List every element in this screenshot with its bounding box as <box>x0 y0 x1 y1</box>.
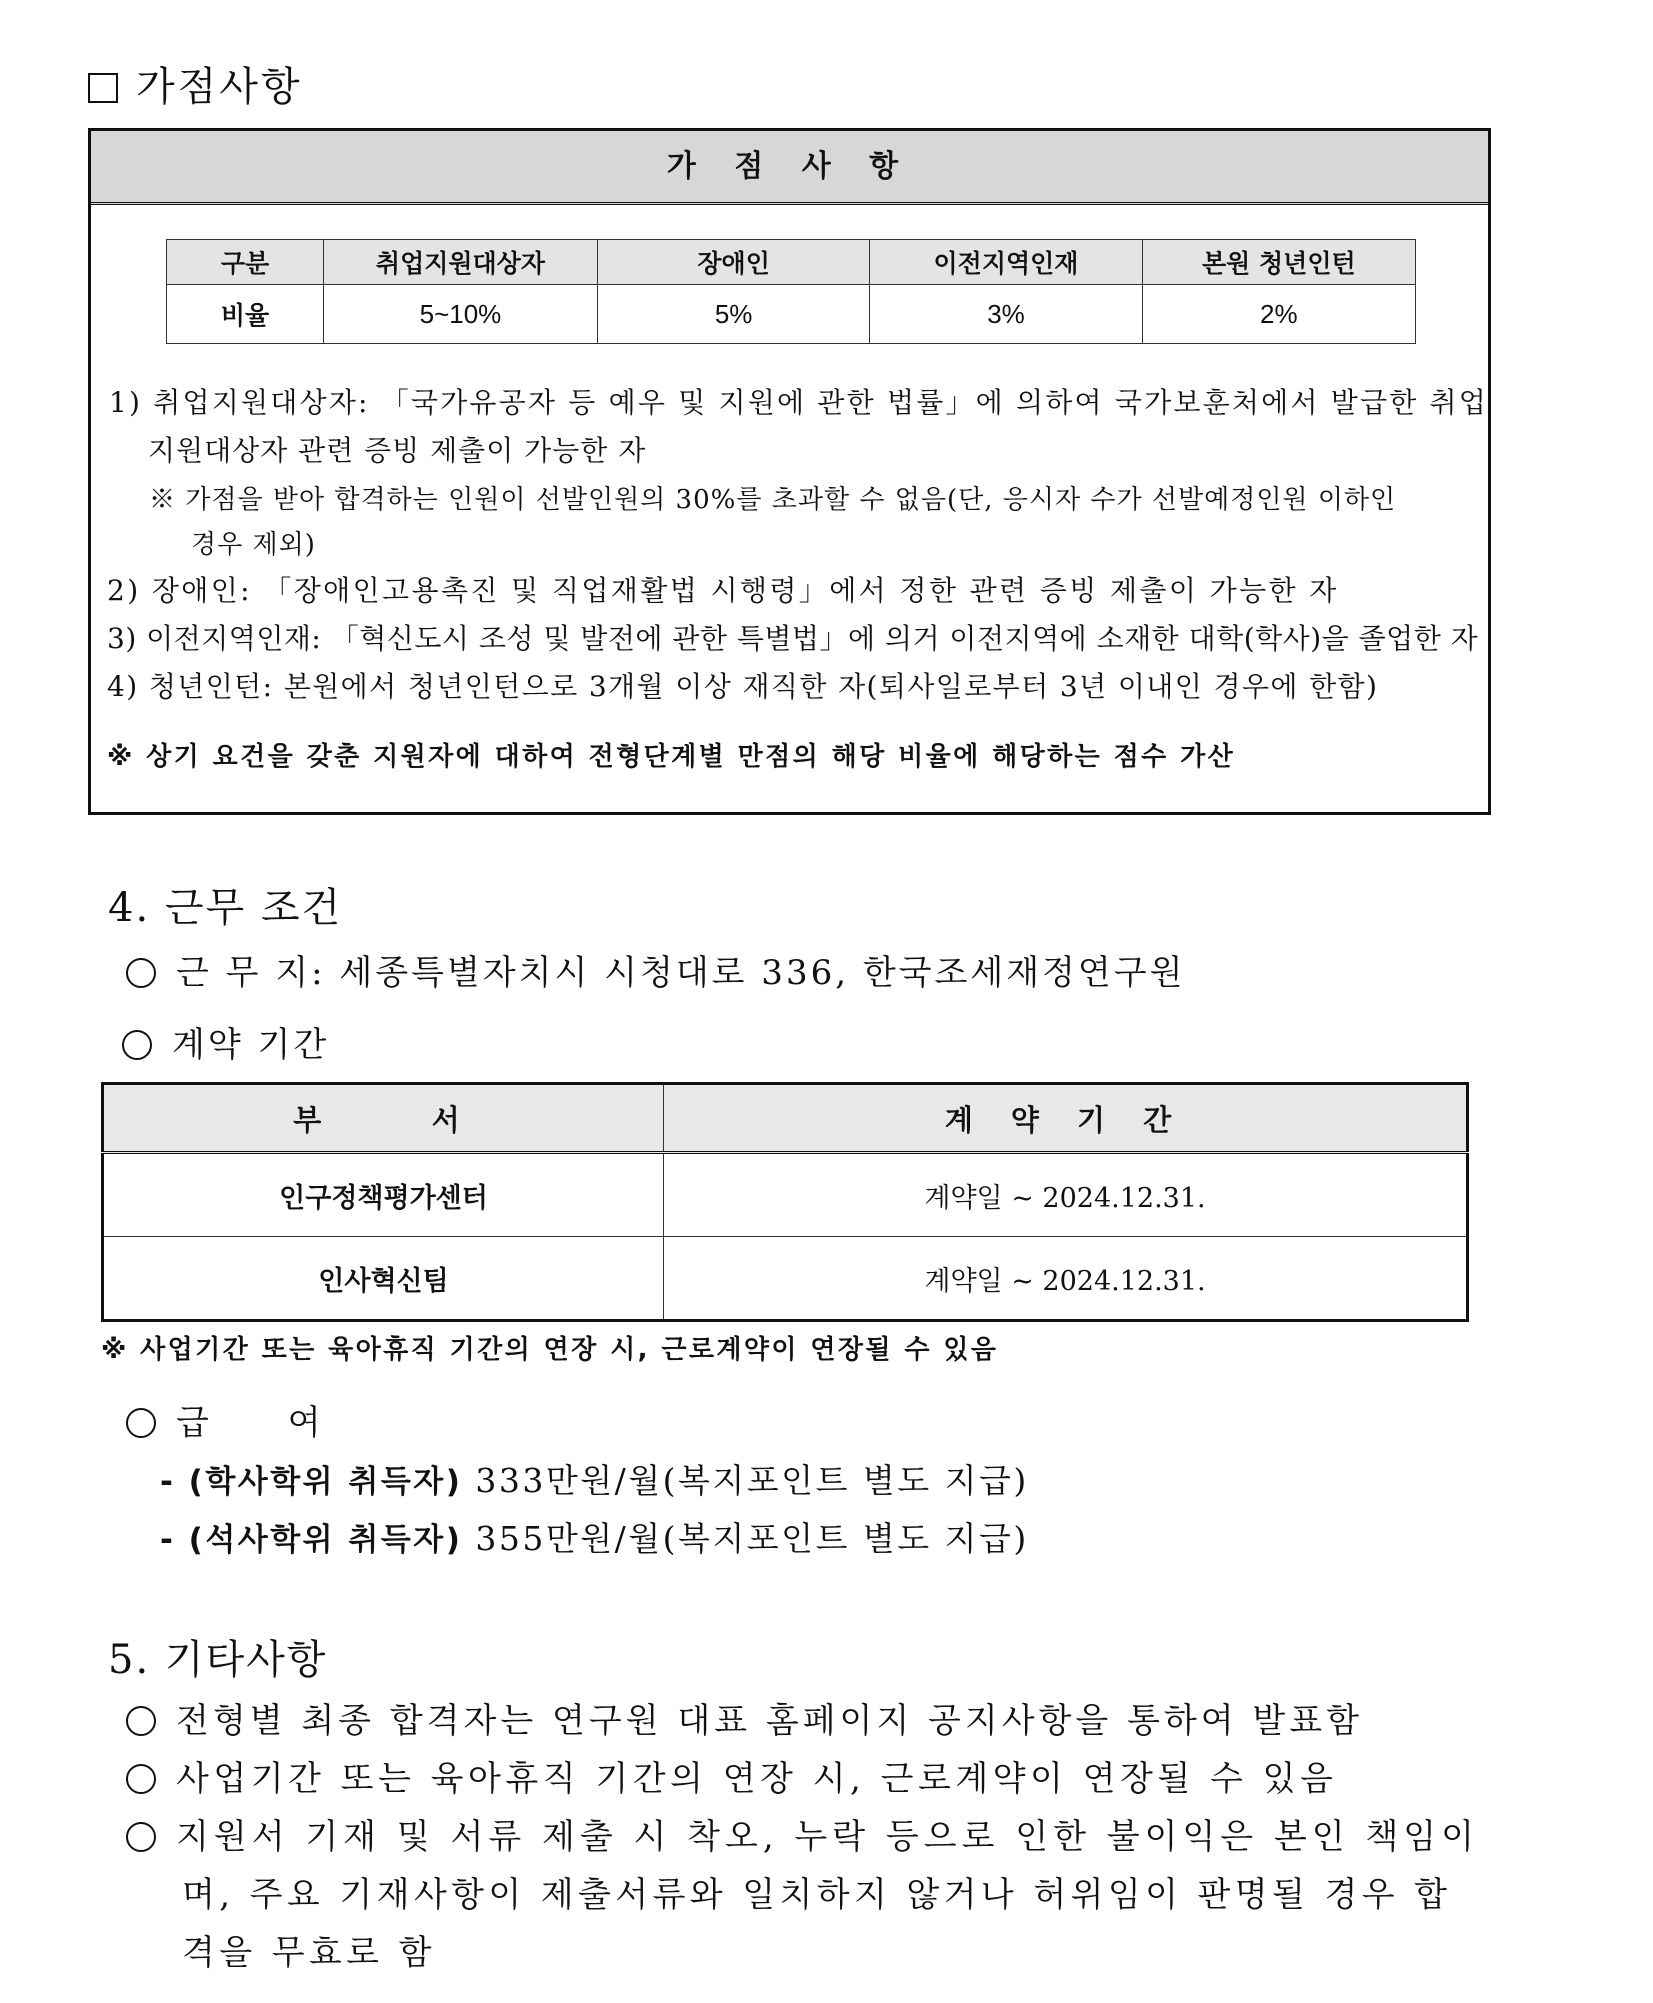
bonus-note-1: 1) 취업지원대상자: 「국가유공자 등 예우 및 지원에 관한 법률」에 의하여 국가보훈처에서 발급한 취업 <box>109 386 1489 419</box>
ratio-row-label: 비율 <box>167 285 324 344</box>
circle-bullet-icon <box>126 1408 156 1438</box>
circle-bullet-icon <box>126 1764 156 1794</box>
salary-bachelor-prefix: - (학사학위 취득자) <box>160 1464 463 1500</box>
salary-item <box>126 1395 323 1444</box>
other-item-1 <box>126 1693 1363 1742</box>
other-item-text: 지원서 기재 및 서류 제출 시 착오, 누락 등으로 인한 불이익은 본인 책임이 <box>176 1817 1479 1857</box>
bonus-heading-text: 가점사항 <box>136 64 303 110</box>
circle-bullet-icon <box>126 1706 156 1736</box>
contract-header-period: 계 약 기 간 <box>664 1084 1468 1153</box>
ratio-value-cell: 2% <box>1142 285 1415 344</box>
contract-period-cell: 계약일 ~ 2024.12.31. <box>664 1153 1468 1237</box>
ratio-table-value-row <box>167 285 1416 344</box>
ratio-value-cell: 5% <box>597 285 869 344</box>
bonus-note-3: 3) 이전지역인재: 「혁신도시 조성 및 발전에 관한 특별법」에 의거 이전지역에 소재한 대학(학사)을 졸업한 자 <box>107 622 1479 655</box>
ratio-table <box>166 239 1416 344</box>
contract-table-row <box>103 1153 1468 1237</box>
contract-dept-cell: 인구정책평가센터 <box>103 1153 664 1237</box>
contract-period-label: 계약 기간 <box>172 1025 330 1065</box>
work-location-item <box>126 945 1185 994</box>
salary-master-text: 355만원/월(복지포인트 별도 지급) <box>462 1519 1029 1558</box>
bonus-section-heading <box>88 55 303 112</box>
circle-bullet-icon <box>126 1822 156 1852</box>
work-location-text: 근 무 지: 세종특별자치시 시청대로 336, 한국조세재정연구원 <box>176 953 1186 993</box>
other-item-text: 사업기간 또는 육아휴직 기간의 연장 시, 근로계약이 연장될 수 있음 <box>176 1759 1338 1799</box>
salary-bachelor-text: 333만원/월(복지포인트 별도 지급) <box>462 1461 1029 1500</box>
ratio-header-cell: 본원 청년인턴 <box>1142 240 1415 285</box>
contract-period-cell: 계약일 ~ 2024.12.31. <box>664 1237 1468 1321</box>
ratio-header-cell: 취업지원대상자 <box>323 240 597 285</box>
salary-label: 급 여 <box>176 1403 323 1443</box>
other-item-3 <box>126 1809 1479 1858</box>
other-item-3-cont-1: 며, 주요 기재사항이 제출서류와 일치하지 않거나 허위임이 판명될 경우 합 <box>182 1875 1452 1915</box>
contract-table-row <box>103 1237 1468 1321</box>
contract-note: ※ 사업기간 또는 육아휴직 기간의 연장 시, 근로계약이 연장될 수 있음 <box>101 1335 999 1365</box>
other-matters-heading: 5. 기타사항 <box>108 1637 328 1683</box>
ratio-value-cell: 5~10% <box>323 285 597 344</box>
circle-bullet-icon <box>126 958 156 988</box>
other-item-3-cont-2: 격을 무효로 함 <box>182 1933 436 1973</box>
bonus-footer-note: ※ 상기 요건을 갖춘 지원자에 대하여 전형단계별 만점의 해당 비율에 해당하는 점수 가산 <box>107 742 1236 772</box>
contract-table <box>101 1082 1469 1322</box>
bonus-note-2: 2) 장애인: 「장애인고용촉진 및 직업재활법 시행령」에서 정한 관련 증빙 제출이 가능한 자 <box>107 574 1339 607</box>
salary-master-prefix: - (석사학위 취득자) <box>160 1522 463 1558</box>
bonus-note-1-cont: 지원대상자 관련 증빙 제출이 가능한 자 <box>148 434 647 467</box>
work-conditions-heading: 4. 근무 조건 <box>108 885 343 931</box>
salary-bachelor <box>160 1455 1029 1502</box>
bonus-note-sub: ※ 가점을 받아 합격하는 인원이 선발인원의 30%를 초과할 수 없음(단, 응시자 수가 선발예정인원 이하인 <box>149 485 1397 515</box>
other-item-text: 전형별 최종 합격자는 연구원 대표 홈페이지 공지사항을 통하여 발표함 <box>176 1701 1363 1741</box>
bonus-box-title: 가 점 사 항 <box>91 131 1488 205</box>
ratio-header-cell: 구분 <box>167 240 324 285</box>
circle-bullet-icon <box>122 1030 152 1060</box>
checkbox-square-icon <box>88 73 118 103</box>
contract-period-item <box>122 1017 329 1066</box>
bonus-note-4: 4) 청년인턴: 본원에서 청년인턴으로 3개월 이상 재직한 자(퇴사일로부터 3년 이내인 경우에 한함) <box>107 670 1379 703</box>
other-item-2 <box>126 1751 1337 1800</box>
ratio-header-cell: 이전지역인재 <box>870 240 1142 285</box>
contract-header-dept: 부 서 <box>103 1084 664 1153</box>
salary-master <box>160 1513 1029 1560</box>
bonus-note-sub-cont: 경우 제외) <box>191 530 316 560</box>
contract-dept-cell: 인사혁신팀 <box>103 1237 664 1321</box>
bonus-box <box>88 128 1491 815</box>
ratio-table-header-row <box>167 240 1416 285</box>
ratio-header-cell: 장애인 <box>597 240 869 285</box>
contract-table-header-row <box>103 1084 1468 1153</box>
ratio-value-cell: 3% <box>870 285 1142 344</box>
